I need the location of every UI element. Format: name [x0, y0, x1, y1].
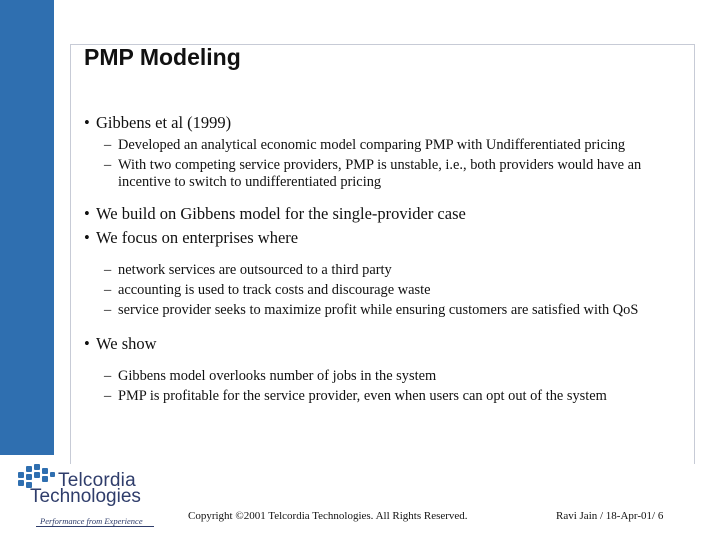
sub-bullet-item [84, 282, 684, 299]
sidebar-accent-bar [0, 0, 54, 455]
bullet-text: We focus on enterprises where [96, 228, 299, 247]
bullet-item [84, 228, 684, 248]
bullet-item [84, 204, 684, 224]
sub-bullet-item [84, 137, 684, 154]
slide-title: PMP Modeling [84, 44, 241, 70]
dash-icon: – [104, 368, 112, 384]
logo-wordmark-line1: Telcordia [58, 470, 136, 491]
bullet-text: We build on Gibbens model for the single-provider case [96, 204, 466, 223]
bullet-item [84, 334, 684, 354]
dash-icon: – [104, 137, 112, 153]
footer-copyright: Copyright ©2001 Telcordia Technologies. All Rights Reserved. [188, 510, 468, 522]
bullet-dot-icon: • [84, 228, 90, 247]
bullet-text: Gibbens et al (1999) [96, 113, 232, 132]
bullet-dot-icon: • [84, 334, 90, 353]
sub-bullet-text: Gibbens model overlooks number of jobs in the system [118, 368, 437, 384]
logo-tagline: Performance from Experience [40, 516, 143, 526]
footer-author-date: Ravi Jain / 18-Apr-01/ 6 [556, 510, 664, 522]
slide-body [84, 113, 684, 408]
bullet-dot-icon: • [84, 113, 90, 132]
sub-bullet-item [84, 157, 684, 191]
dash-icon: – [104, 282, 112, 298]
sub-bullet-text: service provider seeks to maximize profit while ensuring customers are satisfied with QoS [118, 302, 639, 318]
sub-bullet-item [84, 388, 684, 405]
left-frame-line [70, 44, 71, 464]
sub-bullet-item [84, 262, 684, 279]
sub-bullet-text: PMP is profitable for the service provider, even when users can opt out of the system [118, 388, 607, 404]
sub-bullet-item [84, 302, 684, 319]
dash-icon: – [104, 302, 112, 318]
right-frame-line [694, 44, 695, 464]
sub-bullet-text: network services are outsourced to a third party [118, 262, 392, 278]
sub-bullet-item [84, 368, 684, 385]
sub-bullet-text: Developed an analytical economic model comparing PMP with Undifferentiated pricing [118, 137, 626, 153]
tagline-underline [36, 526, 154, 527]
sub-bullet-text: accounting is used to track costs and discourage waste [118, 282, 431, 298]
logo-wordmark-line2: Technologies [30, 486, 141, 507]
bullet-text: We show [96, 334, 157, 353]
dash-icon: – [104, 262, 112, 278]
bullet-dot-icon: • [84, 204, 90, 223]
dash-icon: – [104, 388, 112, 404]
bullet-item [84, 113, 684, 133]
dash-icon: – [104, 157, 112, 173]
sub-bullet-text: With two competing service providers, PMP is unstable, i.e., both providers would have an incentive to switch to undifferentiated pricing [118, 157, 642, 190]
